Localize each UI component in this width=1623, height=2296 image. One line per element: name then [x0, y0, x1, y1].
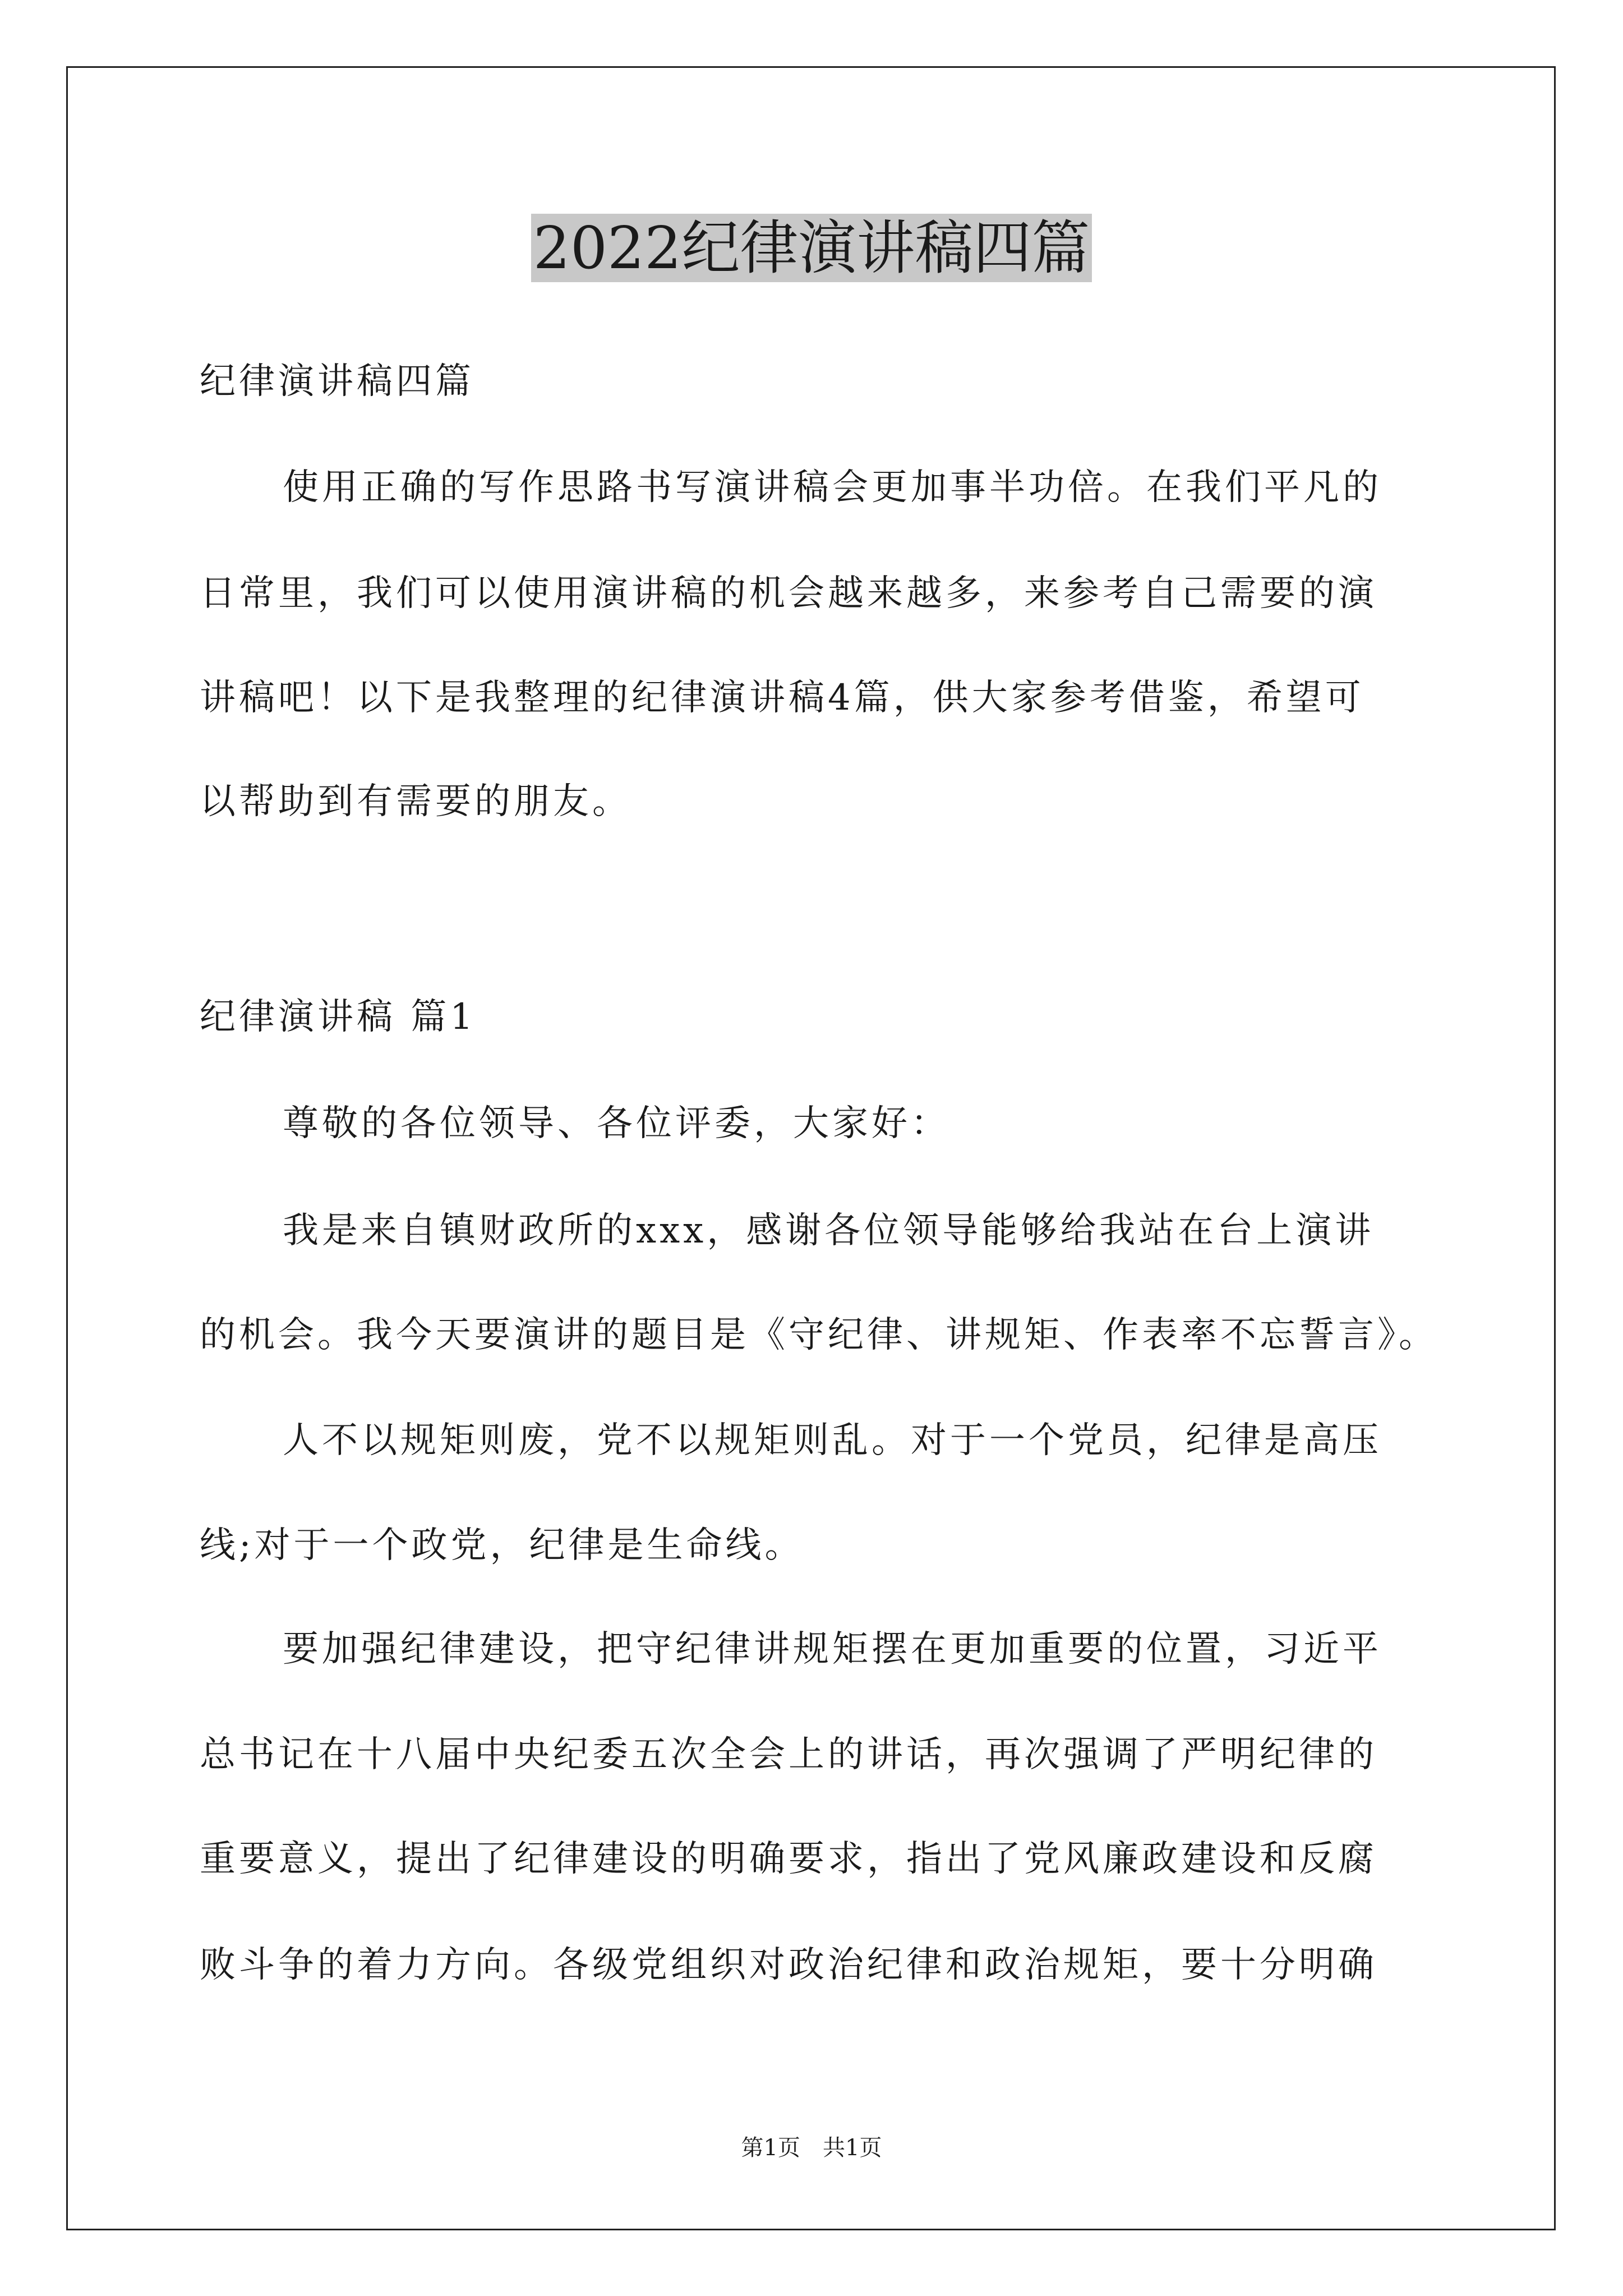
paragraph-line: 使用正确的写作思路书写演讲稿会更加事半功倍。在我们平凡的	[283, 467, 1382, 508]
greeting-line: 尊敬的各位领导、各位评委，大家好：	[283, 1103, 950, 1144]
paragraph-line: 败斗争的着力方向。各级党组织对政治纪律和政治规矩，要十分明确	[200, 1944, 1377, 1986]
title-highlight: 2022纪律演讲稿四篇	[531, 214, 1092, 282]
paragraph-line: 线;对于一个政党，纪律是生命线。	[200, 1525, 804, 1566]
paragraph-line: 的机会。我今天要演讲的题目是《守纪律、讲规矩、作表率不忘誓言》。	[200, 1314, 1438, 1356]
section-heading: 纪律演讲稿 篇1	[200, 996, 477, 1038]
paragraph-line: 人不以规矩则废，党不以规矩则乱。对于一个党员，纪律是高压	[283, 1420, 1382, 1461]
intro-heading: 纪律演讲稿四篇	[200, 361, 474, 402]
paragraph-line: 总书记在十八届中央纪委五次全会上的讲话，再次强调了严明纪律的	[200, 1734, 1377, 1775]
paragraph-line: 要加强纪律建设，把守纪律讲规矩摆在更加重要的位置，习近平	[283, 1628, 1382, 1670]
paragraph-line: 重要意义，提出了纪律建设的明确要求，指出了党风廉政建设和反腐	[200, 1838, 1377, 1880]
paragraph-line: 以帮助到有需要的朋友。	[200, 781, 631, 822]
paragraph-line: 讲稿吧！以下是我整理的纪律演讲稿4篇，供大家参考借鉴，希望可	[200, 677, 1364, 719]
page-footer: 第1页 共1页	[741, 2135, 882, 2161]
document-title	[0, 209, 1623, 287]
paragraph-line: 我是来自镇财政所的xxx，感谢各位领导能够给我站在台上演讲	[283, 1210, 1375, 1251]
paragraph-line: 日常里，我们可以使用演讲稿的机会越来越多，来参考自己需要的演	[200, 573, 1377, 614]
